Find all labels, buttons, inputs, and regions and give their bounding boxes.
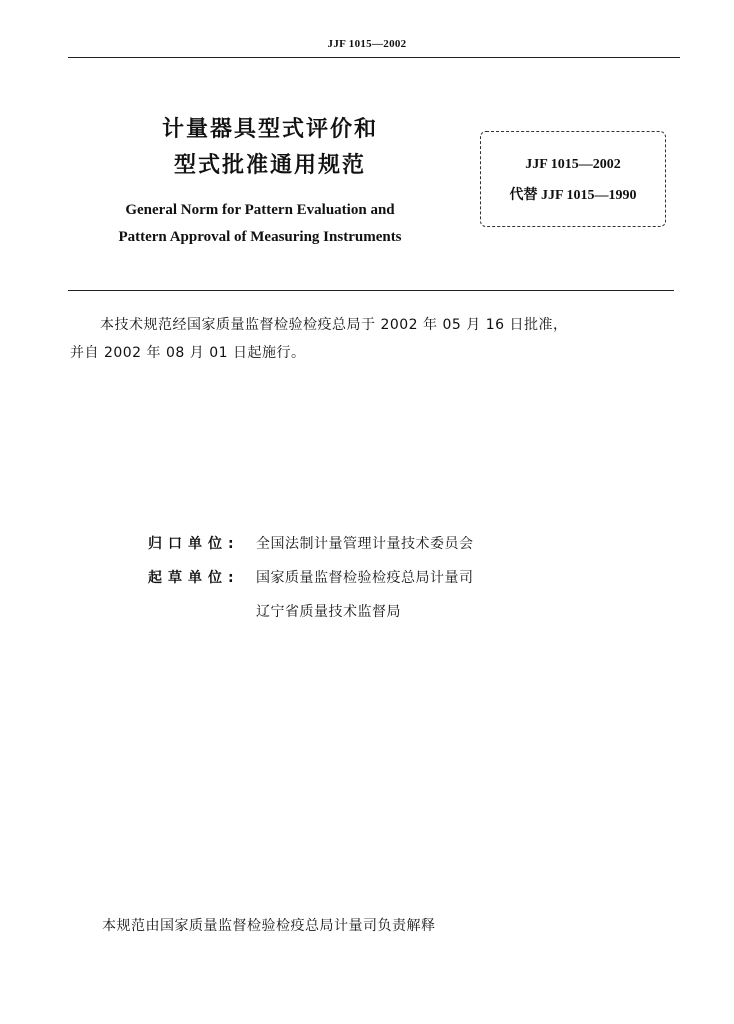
responsible-unit-value: 全国法制计量管理计量技术委员会 [256,536,474,552]
standard-code: JJF 1015—2002 [525,157,621,172]
interpretation-note: 本规范由国家质量监督检验检疫总局计量司负责解释 [102,918,436,934]
title-chinese-line-1: 计量器具型式评价和 [161,117,378,142]
drafting-unit-label: 起草单位: [148,570,240,586]
drafting-unit-value-1: 国家质量监督检验检疫总局计量司 [256,570,474,586]
responsible-unit-label: 归口单位: [148,536,240,552]
title-english-line-1: General Norm for Pattern Evaluation and [125,202,395,218]
section-divider [68,290,674,291]
approval-text-line-1: 本技术规范经国家质量监督检验检疫总局于 2002 年 05 月 16 日批准， [100,317,568,333]
drafting-unit-value-2: 辽宁省质量技术监督局 [256,604,401,620]
header-divider [68,57,680,58]
standard-code-box [480,131,666,227]
title-chinese-line-2: 型式批准通用规范 [173,153,366,178]
title-english-line-2: Pattern Approval of Measuring Instruments [118,229,402,245]
header-standard-code: JJF 1015—2002 [327,38,407,50]
replaced-standard-code: 代替 JJF 1015—1990 [509,188,637,203]
approval-text-line-2: 并自 2002 年 08 月 01 日起施行。 [70,345,306,361]
